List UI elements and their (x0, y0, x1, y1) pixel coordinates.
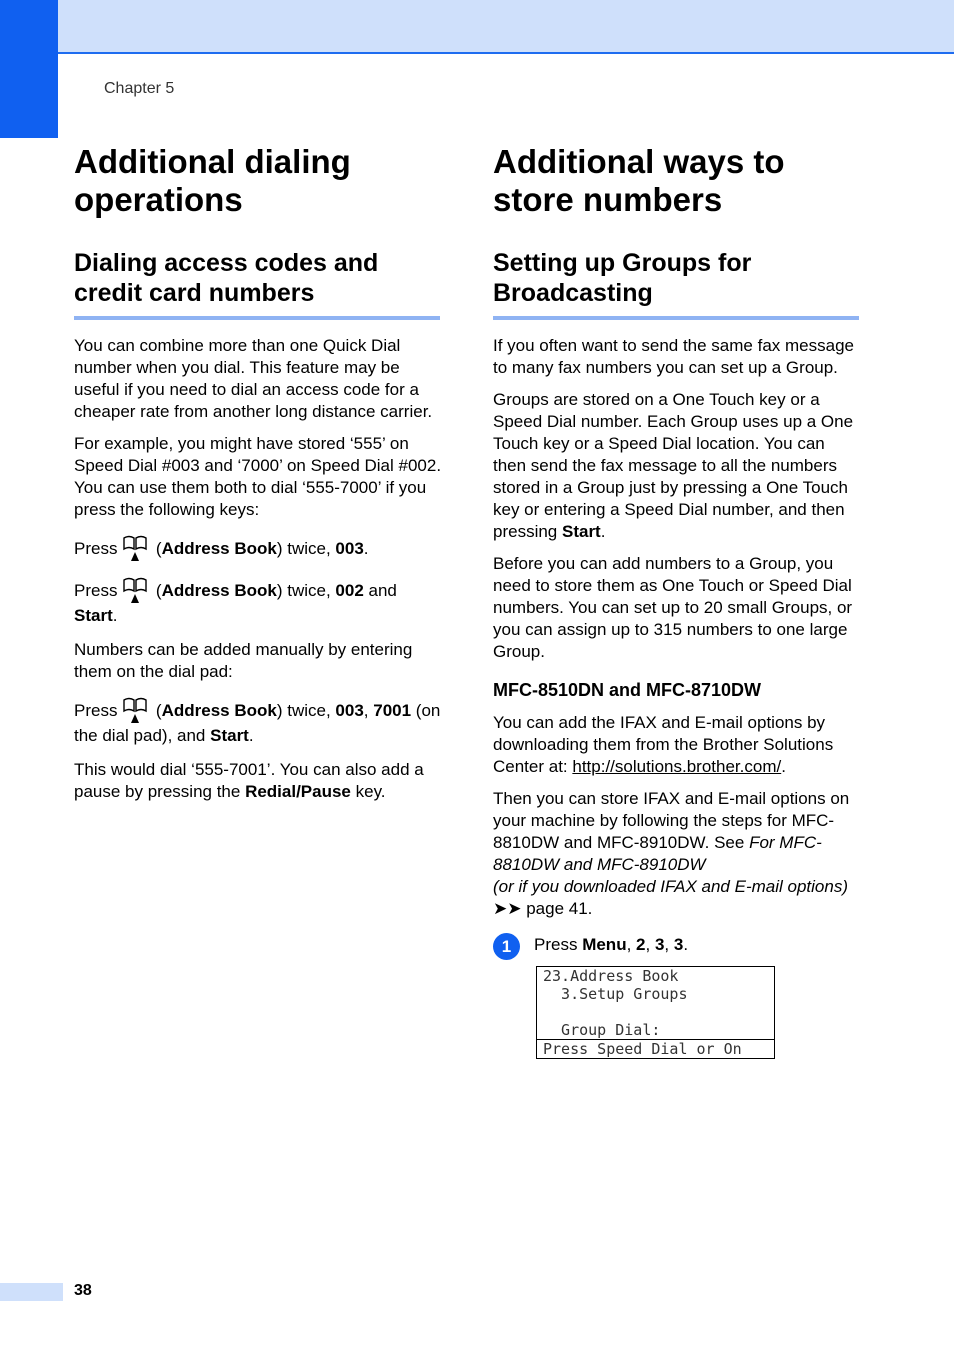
page-number: 38 (74, 1282, 92, 1299)
chapter-tab (0, 0, 58, 138)
paragraph-example: For example, you might have stored ‘555’ on Speed Dial #003 and ‘7000’ on Speed Dial #002. You can use them both to dial ‘555-7000’ if you press the following keys: (74, 434, 442, 519)
lcd-line-2: 3.Setup Groups (543, 985, 688, 1003)
left-column (74, 143, 442, 813)
header-band (0, 0, 954, 54)
lcd-line-3 (537, 1003, 774, 1021)
address-book-icon (122, 577, 148, 605)
lcd-display (536, 966, 775, 1059)
subsection-title-access-codes: Dialing access codes and credit card numbers (74, 248, 440, 320)
paragraph-pause: This would dial ‘555-7001’. You can also add a pause by pressing the Redial/Pause key. (74, 760, 424, 801)
paragraph-store-ifax: Then you can store IFAX and E-mail options on your machine by following the steps for MFC-8810DW and MFC-8910DW. See For MFC-8810DW and MFC-8910DW (or if you downloaded IFAX and E-mail options) ➤➤ page 41. (493, 789, 850, 918)
solutions-link[interactable]: http://solutions.brother.com/ (572, 757, 782, 776)
section-title-dialing: Additional dialing operations (74, 143, 351, 218)
paragraph-combine: You can combine more than one Quick Dial number when you dial. This feature may be useful if you need to dial an access code for a cheaper rate from another long distance carrier. (74, 336, 433, 421)
paragraph-groups-intro: If you often want to send the same fax message to many fax numbers you can set up a Group. (493, 336, 854, 377)
section-title-store: Additional ways to store numbers (493, 143, 785, 218)
double-arrow-icon: ➤➤ (493, 899, 527, 918)
right-column (493, 143, 861, 1059)
key-sequence-3: Press (Address Book) twice, 003, 7001 (on the dial pad), and Start. (74, 697, 442, 747)
address-book-icon (122, 697, 148, 725)
lcd-line-4: Group Dial: (543, 1021, 661, 1039)
paragraph-manual: Numbers can be added manually by entering them on the dial pad: (74, 640, 413, 681)
step-1 (493, 934, 861, 956)
paragraph-groups-limits: Before you can add numbers to a Group, you need to store them as One Touch or Speed Dial numbers. You can set up to 20 small Groups, or you can assign up to 315 numbers to one large Group. (493, 554, 853, 661)
key-sequence-1: Press (Address Book) twice, 003. (74, 535, 442, 563)
subsection-title-groups: Setting up Groups for Broadcasting (493, 248, 859, 320)
step-1-text: Press Menu, 2, 3, 3. (534, 935, 689, 954)
step-number-badge: 1 (493, 933, 520, 960)
address-book-icon (122, 535, 148, 563)
paragraph-groups-stored: Groups are stored on a One Touch key or a Speed Dial number. Each Group uses up a One Touch key or a Speed Dial location. You can then send the fax message to all the numbers stored in a Group just by pressing a One Touch key or entering a Speed Dial number, and then pressing Start. (493, 390, 854, 541)
lcd-line-5: Press Speed Dial or On (537, 1039, 774, 1058)
chapter-label: Chapter 5 (104, 80, 175, 97)
footer-band (0, 1283, 63, 1301)
lcd-line-1: 23.Address Book (543, 967, 679, 985)
key-sequence-2: Press (Address Book) twice, 002 and Start. (74, 577, 442, 627)
paragraph-ifax: You can add the IFAX and E-mail options by downloading them from the Brother Solutions Center at: http://solutions.brother.com/. (493, 713, 834, 776)
model-heading: MFC-8510DN and MFC-8710DW (493, 680, 762, 700)
